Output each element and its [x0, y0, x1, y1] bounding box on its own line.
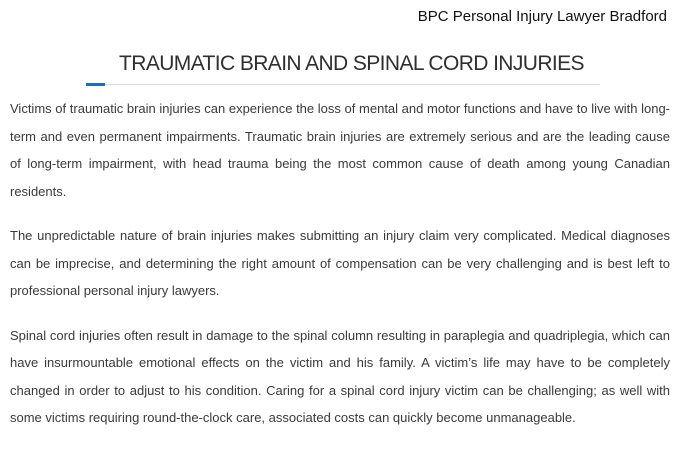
paragraph-injury-claims: The unpredictable nature of brain injuries makes submitting an injury claim very complicated. Medical diagnoses can be imprecise, and determining the right amount of compensation can be very challenging and is best left to professional personal injury lawyers.	[10, 228, 670, 298]
paragraph-spinal-cord-injuries: Spinal cord injuries often result in damage to the spinal column resulting in paraplegia and quadriplegia, which can have insurmountable emotional effects on the victim and his family. A victim’s life may have to be completely changed in order to adjust to his condition. Caring for a spinal cord injury victim can be challenging; as well with some victims requiring round-the-clock care, associated costs can quickly become unmanageable.	[10, 327, 670, 425]
paragraph-brain-injuries: Victims of traumatic brain injuries can experience the loss of mental and motor functions and have to live with long-term and even permanent impairments. Traumatic brain injuries are extremely serious and are the leading cause of long-term impairment, with head trauma being the most common cause of death among young Canadian residents.	[10, 101, 670, 199]
heading-divider	[86, 84, 600, 85]
heading-divider-accent	[86, 83, 105, 86]
section-heading: TRAUMATIC BRAIN AND SPINAL CORD INJURIES	[119, 52, 584, 75]
article-content	[10, 95, 670, 449]
site-title: BPC Personal Injury Lawyer Bradford	[417, 8, 667, 25]
